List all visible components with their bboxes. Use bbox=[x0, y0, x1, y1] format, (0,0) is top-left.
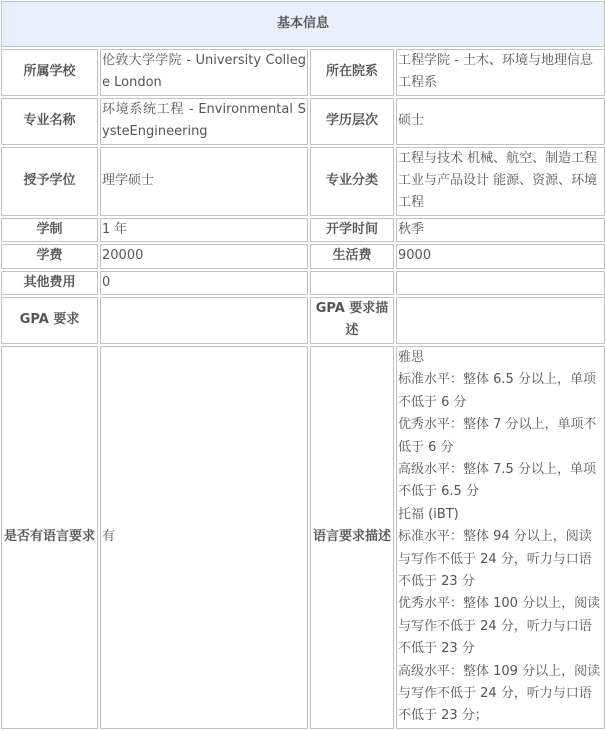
degree-value: 理学硕士 bbox=[100, 147, 308, 216]
level-value: 硕士 bbox=[396, 98, 605, 145]
gpa-desc-label: GPA 要求描述 bbox=[310, 297, 394, 344]
language-desc-line: 优秀水平：整体 7 分以上，单项不低于 6 分 bbox=[398, 417, 597, 455]
table-row bbox=[1, 297, 605, 344]
table-title: 基本信息 bbox=[1, 1, 605, 47]
duration-label: 学制 bbox=[1, 218, 98, 242]
school-label: 所属学校 bbox=[1, 49, 98, 96]
other-fees-label: 其他费用 bbox=[1, 271, 98, 295]
start-value: 秋季 bbox=[396, 218, 605, 242]
language-desc-line: 雅思 bbox=[398, 349, 425, 365]
school-value: 伦敦大学学院 - University College London bbox=[100, 49, 308, 96]
tuition-label: 学费 bbox=[1, 244, 98, 268]
other-fees-value: 0 bbox=[100, 271, 308, 295]
table-row bbox=[1, 271, 605, 295]
table-row bbox=[1, 98, 605, 145]
table-header-row bbox=[1, 1, 605, 47]
table-row bbox=[1, 244, 605, 268]
living-value: 9000 bbox=[396, 244, 605, 268]
faculty-label: 所在院系 bbox=[310, 49, 394, 96]
language-desc-value bbox=[396, 346, 605, 729]
faculty-value: 工程学院 - 土木、环境与地理信息工程系 bbox=[396, 49, 605, 96]
table-row bbox=[1, 147, 605, 216]
living-label: 生活费 bbox=[310, 244, 394, 268]
gpa-label: GPA 要求 bbox=[1, 297, 98, 344]
table-row bbox=[1, 346, 605, 729]
major-label: 专业名称 bbox=[1, 98, 98, 145]
language-value: 有 bbox=[100, 346, 308, 729]
tuition-value: 20000 bbox=[100, 244, 308, 268]
start-label: 开学时间 bbox=[310, 218, 394, 242]
table-row bbox=[1, 218, 605, 242]
language-desc-line: 标准水平：整体 94 分以上，阅读与写作不低于 24 分，听力与口语不低于 23 分 bbox=[398, 529, 592, 589]
empty-value-cell bbox=[396, 271, 605, 295]
level-label: 学历层次 bbox=[310, 98, 394, 145]
language-desc-line: 高级水平：整体 109 分以上，阅读与写作不低于 24 分，听力与口语不低于 23 分； bbox=[398, 663, 601, 724]
category-value: 工程与技术 机械、航空、制造工程 工业与产品设计 能源、资源、环境工程 bbox=[396, 147, 605, 216]
table-row bbox=[1, 49, 605, 96]
language-desc-line: 托福 (iBT) bbox=[398, 506, 459, 522]
category-label: 专业分类 bbox=[310, 147, 394, 216]
language-desc-label: 语言要求描述 bbox=[310, 346, 394, 729]
language-desc-line: 标准水平：整体 6.5 分以上，单项不低于 6 分 bbox=[398, 372, 596, 410]
major-value: 环境系统工程 - Environmental SysteEngineering bbox=[100, 98, 308, 145]
gpa-desc-value bbox=[396, 297, 605, 344]
language-desc-line: 高级水平：整体 7.5 分以上，单项不低于 6.5 分 bbox=[398, 461, 596, 500]
language-label: 是否有语言要求 bbox=[1, 346, 98, 729]
empty-label-cell bbox=[310, 271, 394, 295]
duration-value: 1 年 bbox=[100, 218, 308, 242]
degree-label: 授予学位 bbox=[1, 147, 98, 216]
gpa-value bbox=[100, 297, 308, 344]
language-desc-line: 优秀水平：整体 100 分以上，阅读与写作不低于 24 分，听力与口语不低于 23 分 bbox=[398, 596, 601, 657]
